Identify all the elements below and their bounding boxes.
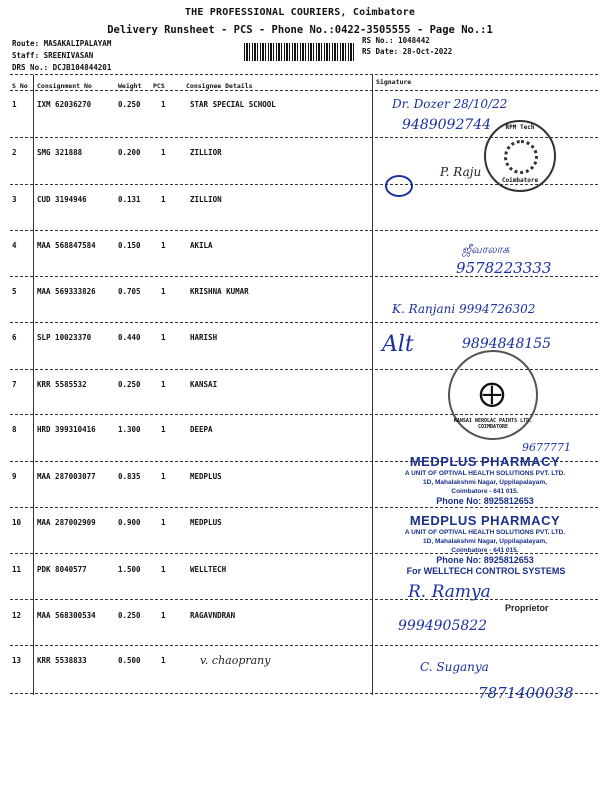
row-pcs: 1 — [161, 241, 166, 250]
row-sno: 5 — [12, 287, 17, 296]
row-consignment: PDK 8040577 — [37, 565, 87, 574]
row-sno: 11 — [12, 565, 22, 574]
row-consignee: HARISH — [190, 333, 218, 342]
column-divider — [372, 75, 373, 695]
row-consignment: MAA 568847584 — [37, 241, 96, 250]
document-title: THE PROFESSIONAL COURIERS, Coimbatore — [184, 7, 416, 18]
col-header-consignee: Consignee Details — [186, 82, 253, 90]
row-consignment: KRR 5585532 — [37, 380, 87, 389]
row-consignment: MAA 287003077 — [37, 472, 96, 481]
row-weight: 0.250 — [118, 380, 141, 389]
row-sno: 12 — [12, 611, 22, 620]
row-pcs: 1 — [161, 148, 166, 157]
row-consignee: WELLTECH — [190, 565, 227, 574]
row-consignee-handwritten: v. chaoprany — [200, 654, 271, 667]
row-sno: 10 — [12, 518, 22, 527]
stamp-line: 1D, Mahalakshmi Nagar, Uppilapalayam, — [423, 538, 547, 545]
row-consignee: RAGAVNDRAN — [190, 611, 236, 620]
route-label: Route: MASAKALIPALAYAM — [12, 39, 112, 48]
signature-row1: Dr. Dozer 28/10/22 — [392, 97, 508, 111]
signature-row6: Alt — [382, 332, 414, 357]
rpm-tech-stamp — [484, 120, 556, 192]
row-weight: 0.250 — [118, 611, 141, 620]
signature-row6-phone: 9894848155 — [462, 336, 552, 352]
row-sno: 13 — [12, 656, 22, 665]
table-top-rule — [10, 74, 598, 75]
kansai-stamp — [448, 350, 538, 440]
row-consignee: MEDPLUS — [190, 472, 222, 481]
row-weight: 0.900 — [118, 518, 141, 527]
signature-row4-tamil: ஜீவாலாக — [462, 243, 510, 256]
row-weight: 0.131 — [118, 195, 141, 204]
medplus-stamp-2 — [380, 513, 590, 565]
signature-row12-phone: 9994905822 — [398, 618, 488, 634]
col-header-signature: Signature — [376, 78, 412, 86]
stamp-text: RPM Tech — [505, 124, 535, 131]
row-sno: 6 — [12, 333, 17, 342]
row-weight: 0.150 — [118, 241, 141, 250]
logo-icon: ⨁ — [479, 379, 505, 409]
stamp-text: KANSAI NEROLAC PAINTS LTD. COIMBATORE — [453, 418, 533, 430]
row-weight: 0.705 — [118, 287, 141, 296]
row-consignee: ZILLIOR — [190, 148, 222, 157]
welltech-stamp: For WELLTECH CONTROL SYSTEMS — [406, 566, 566, 576]
row-pcs: 1 — [161, 425, 166, 434]
row-pcs: 1 — [161, 380, 166, 389]
row-weight: 0.500 — [118, 656, 141, 665]
table-header-rule — [10, 90, 598, 91]
row-separator — [10, 645, 598, 646]
col-header-consignment: Consignment No — [37, 82, 92, 90]
column-divider — [33, 75, 34, 695]
row-pcs: 1 — [161, 472, 166, 481]
row-pcs: 1 — [161, 333, 166, 342]
row-weight: 1.500 — [118, 565, 141, 574]
stamp-line: A UNIT OF OPTIVAL HEALTH SOLUTIONS PVT. LTD. — [404, 529, 566, 536]
signature-row9-phone: 9677771 — [522, 441, 571, 454]
row-consignee: STAR SPECIAL SCHOOL — [190, 100, 276, 109]
row-pcs: 1 — [161, 195, 166, 204]
row-separator — [10, 507, 598, 508]
stamp-phone: Phone No: 8925812653 — [436, 555, 534, 565]
row-consignee: ZILLION — [190, 195, 222, 204]
row-pcs: 1 — [161, 100, 166, 109]
col-header-weight: Weight — [118, 82, 142, 90]
row-sno: 7 — [12, 380, 17, 389]
row-separator — [10, 599, 598, 600]
barcode — [244, 43, 354, 61]
row-sno: 9 — [12, 472, 17, 481]
row-consignment: MAA 569333826 — [37, 287, 96, 296]
stamp-text: Coimbatore — [501, 177, 539, 184]
proprietor-label: Proprietor — [505, 603, 549, 613]
stamp-line: 1D, Mahalakshmi Nagar, Uppilapalayam, — [423, 479, 547, 486]
medplus-stamp-1 — [380, 454, 590, 506]
signature-row4-phone: 9578223333 — [456, 259, 552, 277]
signature-row1-phone: 9489092744 — [402, 117, 492, 133]
row-weight: 0.250 — [118, 100, 141, 109]
col-header-sno: S No — [12, 82, 28, 90]
staff-label: Staff: SREENIVASAN — [12, 51, 94, 60]
signature-row13-phone: 7871400038 — [478, 684, 574, 702]
row-consignee: KRISHNA KUMAR — [190, 287, 249, 296]
col-header-pcs: PCS — [153, 82, 165, 90]
row-consignment: CUD 3194946 — [37, 195, 87, 204]
row-pcs: 1 — [161, 565, 166, 574]
row-consignee: MEDPLUS — [190, 518, 222, 527]
stamp-line: A UNIT OF OPTIVAL HEALTH SOLUTIONS PVT. LTD. — [404, 470, 566, 477]
row-weight: 0.835 — [118, 472, 141, 481]
row-consignment: SMG 321888 — [37, 148, 83, 157]
signature-row2-scribble — [385, 175, 413, 197]
row-sno: 3 — [12, 195, 17, 204]
row-pcs: 1 — [161, 518, 166, 527]
row-sno: 4 — [12, 241, 17, 250]
row-consignment: IXM 62036270 — [37, 100, 92, 109]
stamp-title: MEDPLUS PHARMACY — [409, 454, 561, 469]
row-weight: 1.300 — [118, 425, 141, 434]
stamp-line: Coimbatore - 641 015. — [451, 547, 519, 554]
signature-row2: P. Raju — [440, 165, 482, 179]
row-sno: 8 — [12, 425, 17, 434]
row-pcs: 1 — [161, 611, 166, 620]
row-consignment: MAA 568300534 — [37, 611, 96, 620]
row-consignee: KANSAI — [190, 380, 218, 389]
row-consignee: AKILA — [190, 241, 213, 250]
row-consignee: DEEPA — [190, 425, 213, 434]
row-pcs: 1 — [161, 656, 166, 665]
row-weight: 0.200 — [118, 148, 141, 157]
row-consignment: MAA 287002909 — [37, 518, 96, 527]
row-separator — [10, 230, 598, 231]
document-subtitle: Delivery Runsheet - PCS - Phone No.:0422-3505555 - Page No.:1 — [107, 24, 493, 36]
drs-number: DRS No.: DCJB104844201 — [12, 63, 112, 72]
row-weight: 0.440 — [118, 333, 141, 342]
row-pcs: 1 — [161, 287, 166, 296]
row-consignment: SLP 10023370 — [37, 333, 92, 342]
stamp-line: Coimbatore - 641 015. — [451, 488, 519, 495]
signature-row5: K. Ranjani 9994726302 — [392, 302, 536, 316]
row-consignment: HRD 399310416 — [37, 425, 96, 434]
stamp-phone: Phone No: 8925812653 — [436, 496, 534, 506]
row-separator — [10, 322, 598, 323]
gear-icon — [504, 140, 538, 174]
rs-date: RS Date: 28-Oct-2022 — [362, 47, 453, 56]
row-sno: 2 — [12, 148, 17, 157]
signature-row11: R. Ramya — [408, 582, 491, 602]
row-sno: 1 — [12, 100, 17, 109]
rs-number: RS No.: 1048442 — [362, 36, 430, 45]
row-consignment: KRR 5538833 — [37, 656, 87, 665]
signature-row13: C. Suganya — [420, 660, 489, 674]
stamp-title: MEDPLUS PHARMACY — [409, 513, 561, 528]
